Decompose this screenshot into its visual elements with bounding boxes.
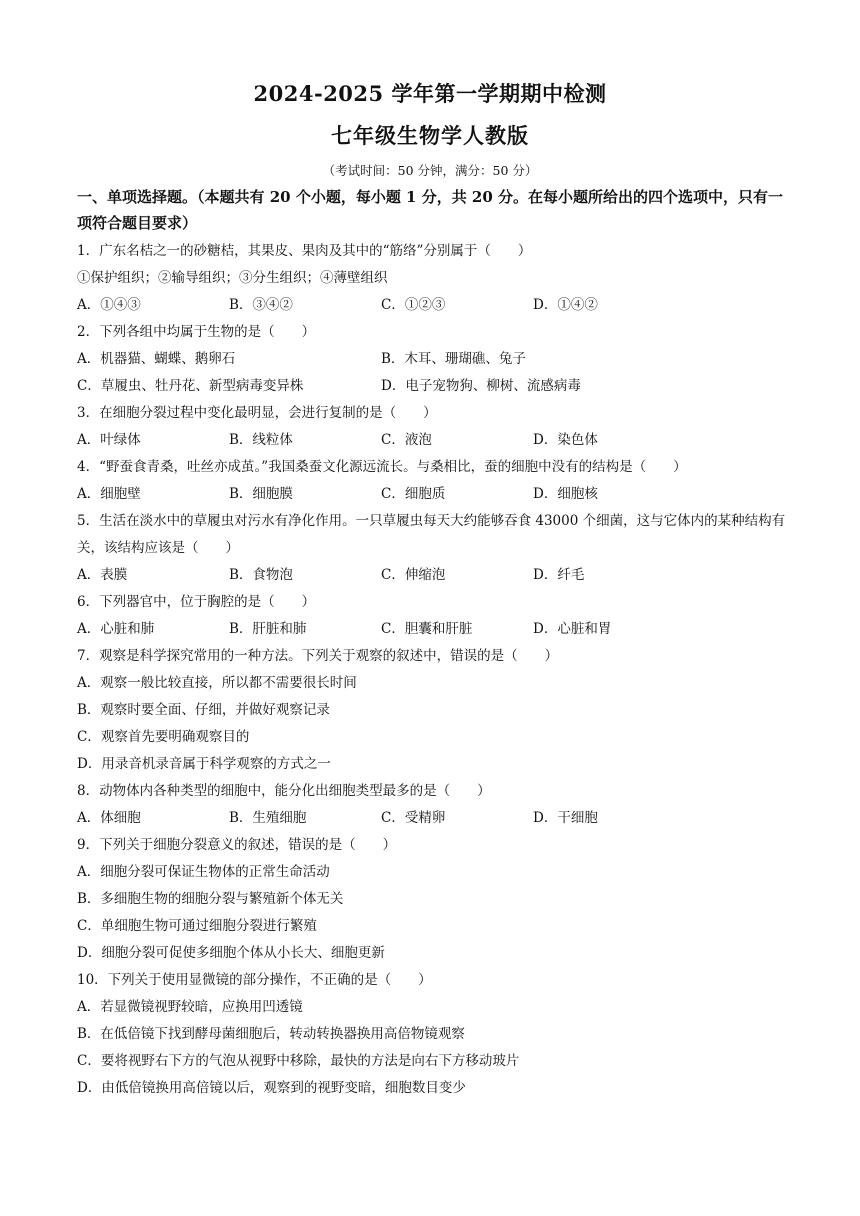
question-2-options-row2 xyxy=(77,373,787,400)
option-a: A．①④③ xyxy=(77,297,141,313)
option-a: A．叶绿体 xyxy=(77,432,141,448)
question-9-stem: 9．下列关于细胞分裂意义的叙述，错误的是（ ） xyxy=(77,837,397,853)
option-d: D．电子宠物狗、柳树、流感病毒 xyxy=(381,378,581,394)
option-d: D．纤毛 xyxy=(533,567,585,583)
question-5-options xyxy=(77,562,787,589)
question-8-stem: 8．动物体内各种类型的细胞中，能分化出细胞类型最多的是（ ） xyxy=(77,783,491,799)
option-b: B．细胞膜 xyxy=(229,486,293,502)
question-3-stem: 3．在细胞分裂过程中变化最明显，会进行复制的是（ ） xyxy=(77,405,437,421)
option-d: D．用录音机录音属于科学观察的方式之一 xyxy=(77,756,331,772)
option-b: B．线粒体 xyxy=(229,432,293,448)
option-c: C．单细胞生物可通过细胞分裂进行繁殖 xyxy=(77,918,317,934)
option-b: B．生殖细胞 xyxy=(229,810,307,826)
question-8-options xyxy=(77,805,787,832)
exam-subtitle: 七年级生物学人教版 xyxy=(331,123,529,148)
option-d: D．干细胞 xyxy=(533,810,598,826)
option-d: D．由低倍镜换用高倍镜以后，观察到的视野变暗，细胞数目变少 xyxy=(77,1080,466,1096)
option-b: B．肝脏和肺 xyxy=(229,621,307,637)
option-a: A．体细胞 xyxy=(77,810,141,826)
option-a: A．观察一般比较直接，所以都不需要很长时间 xyxy=(77,675,357,691)
question-1-stem: 1．广东名桔之一的砂糖桔，其果皮、果肉及其中的“筋络”分别属于（ ） xyxy=(77,243,532,259)
question-section xyxy=(77,184,787,1102)
exam-info: （考试时间：50 分钟，满分：50 分） xyxy=(322,163,538,178)
question-10-stem: 10．下列关于使用显微镜的部分操作，不正确的是（ ） xyxy=(77,972,432,988)
option-b: B．③④② xyxy=(229,297,293,313)
option-b: B．观察时要全面、仔细，并做好观察记录 xyxy=(77,702,330,718)
option-c: C．伸缩泡 xyxy=(381,567,446,583)
option-c: C．草履虫、牡丹花、新型病毒变异株 xyxy=(77,378,304,394)
option-a: A．心脏和肺 xyxy=(77,621,155,637)
option-c: C．要将视野右下方的气泡从视野中移除，最快的方法是向右下方移动玻片 xyxy=(77,1053,520,1069)
option-c: C．观察首先要明确观察目的 xyxy=(77,729,250,745)
option-a: A．机器猫、蝴蝶、鹅卵石 xyxy=(77,351,236,367)
option-c: C．胆囊和肝脏 xyxy=(381,621,473,637)
question-2-stem: 2．下列各组中均属于生物的是（ ） xyxy=(77,324,316,340)
option-a: A．若显微镜视野较暗，应换用凹透镜 xyxy=(77,999,303,1015)
question-7-stem: 7．观察是科学探究常用的一种方法。下列关于观察的叙述中，错误的是（ ） xyxy=(77,648,559,664)
option-a: A．细胞壁 xyxy=(77,486,141,502)
option-c: C．受精卵 xyxy=(381,810,446,826)
question-3-options xyxy=(77,427,787,454)
option-c: C．液泡 xyxy=(381,432,432,448)
option-d: D．①④② xyxy=(533,297,598,313)
option-a: A．表膜 xyxy=(77,567,128,583)
option-b: B．食物泡 xyxy=(229,567,293,583)
question-1-note: ①保护组织；②输导组织；③分生组织；④薄壁组织 xyxy=(77,270,388,286)
exam-title: 2024-2025 学年第一学期期中检测 xyxy=(253,81,607,106)
question-2-options-row1 xyxy=(77,346,787,373)
option-a: A．细胞分裂可保证生物体的正常生命活动 xyxy=(77,864,330,880)
option-b: B．在低倍镜下找到酵母菌细胞后，转动转换器换用高倍物镜观察 xyxy=(77,1026,465,1042)
option-d: D．心脏和胃 xyxy=(533,621,612,637)
question-5-stem: 5．生活在淡水中的草履虫对污水有净化作用。一只草履虫每天大约能够吞食 43000 个细菌，这与它体内的某种结构有关，该结构应该是（ ） xyxy=(77,513,786,556)
section-heading: 一、单项选择题。（本题共有 20 个小题，每小题 1 分，共 20 分。在每小题所给出的四个选项中，只有一项符合题目要求） xyxy=(77,188,784,232)
question-4-options xyxy=(77,481,787,508)
option-d: D．细胞分裂可促使多细胞个体从小长大、细胞更新 xyxy=(77,945,385,961)
question-1-options xyxy=(77,292,787,319)
option-c: C．细胞质 xyxy=(381,486,446,502)
option-c: C．①②③ xyxy=(381,297,446,313)
option-b: B．木耳、珊瑚礁、兔子 xyxy=(381,351,526,367)
option-d: D．染色体 xyxy=(533,432,598,448)
option-d: D．细胞核 xyxy=(533,486,598,502)
question-6-options xyxy=(77,616,787,643)
option-b: B．多细胞生物的细胞分裂与繁殖新个体无关 xyxy=(77,891,344,907)
question-4-stem: 4．“野蚕食青桑，吐丝亦成茧。”我国桑蚕文化源远流长。与桑相比，蚕的细胞中没有的结构是（ ） xyxy=(77,459,687,475)
question-6-stem: 6．下列器官中，位于胸腔的是（ ） xyxy=(77,594,316,610)
